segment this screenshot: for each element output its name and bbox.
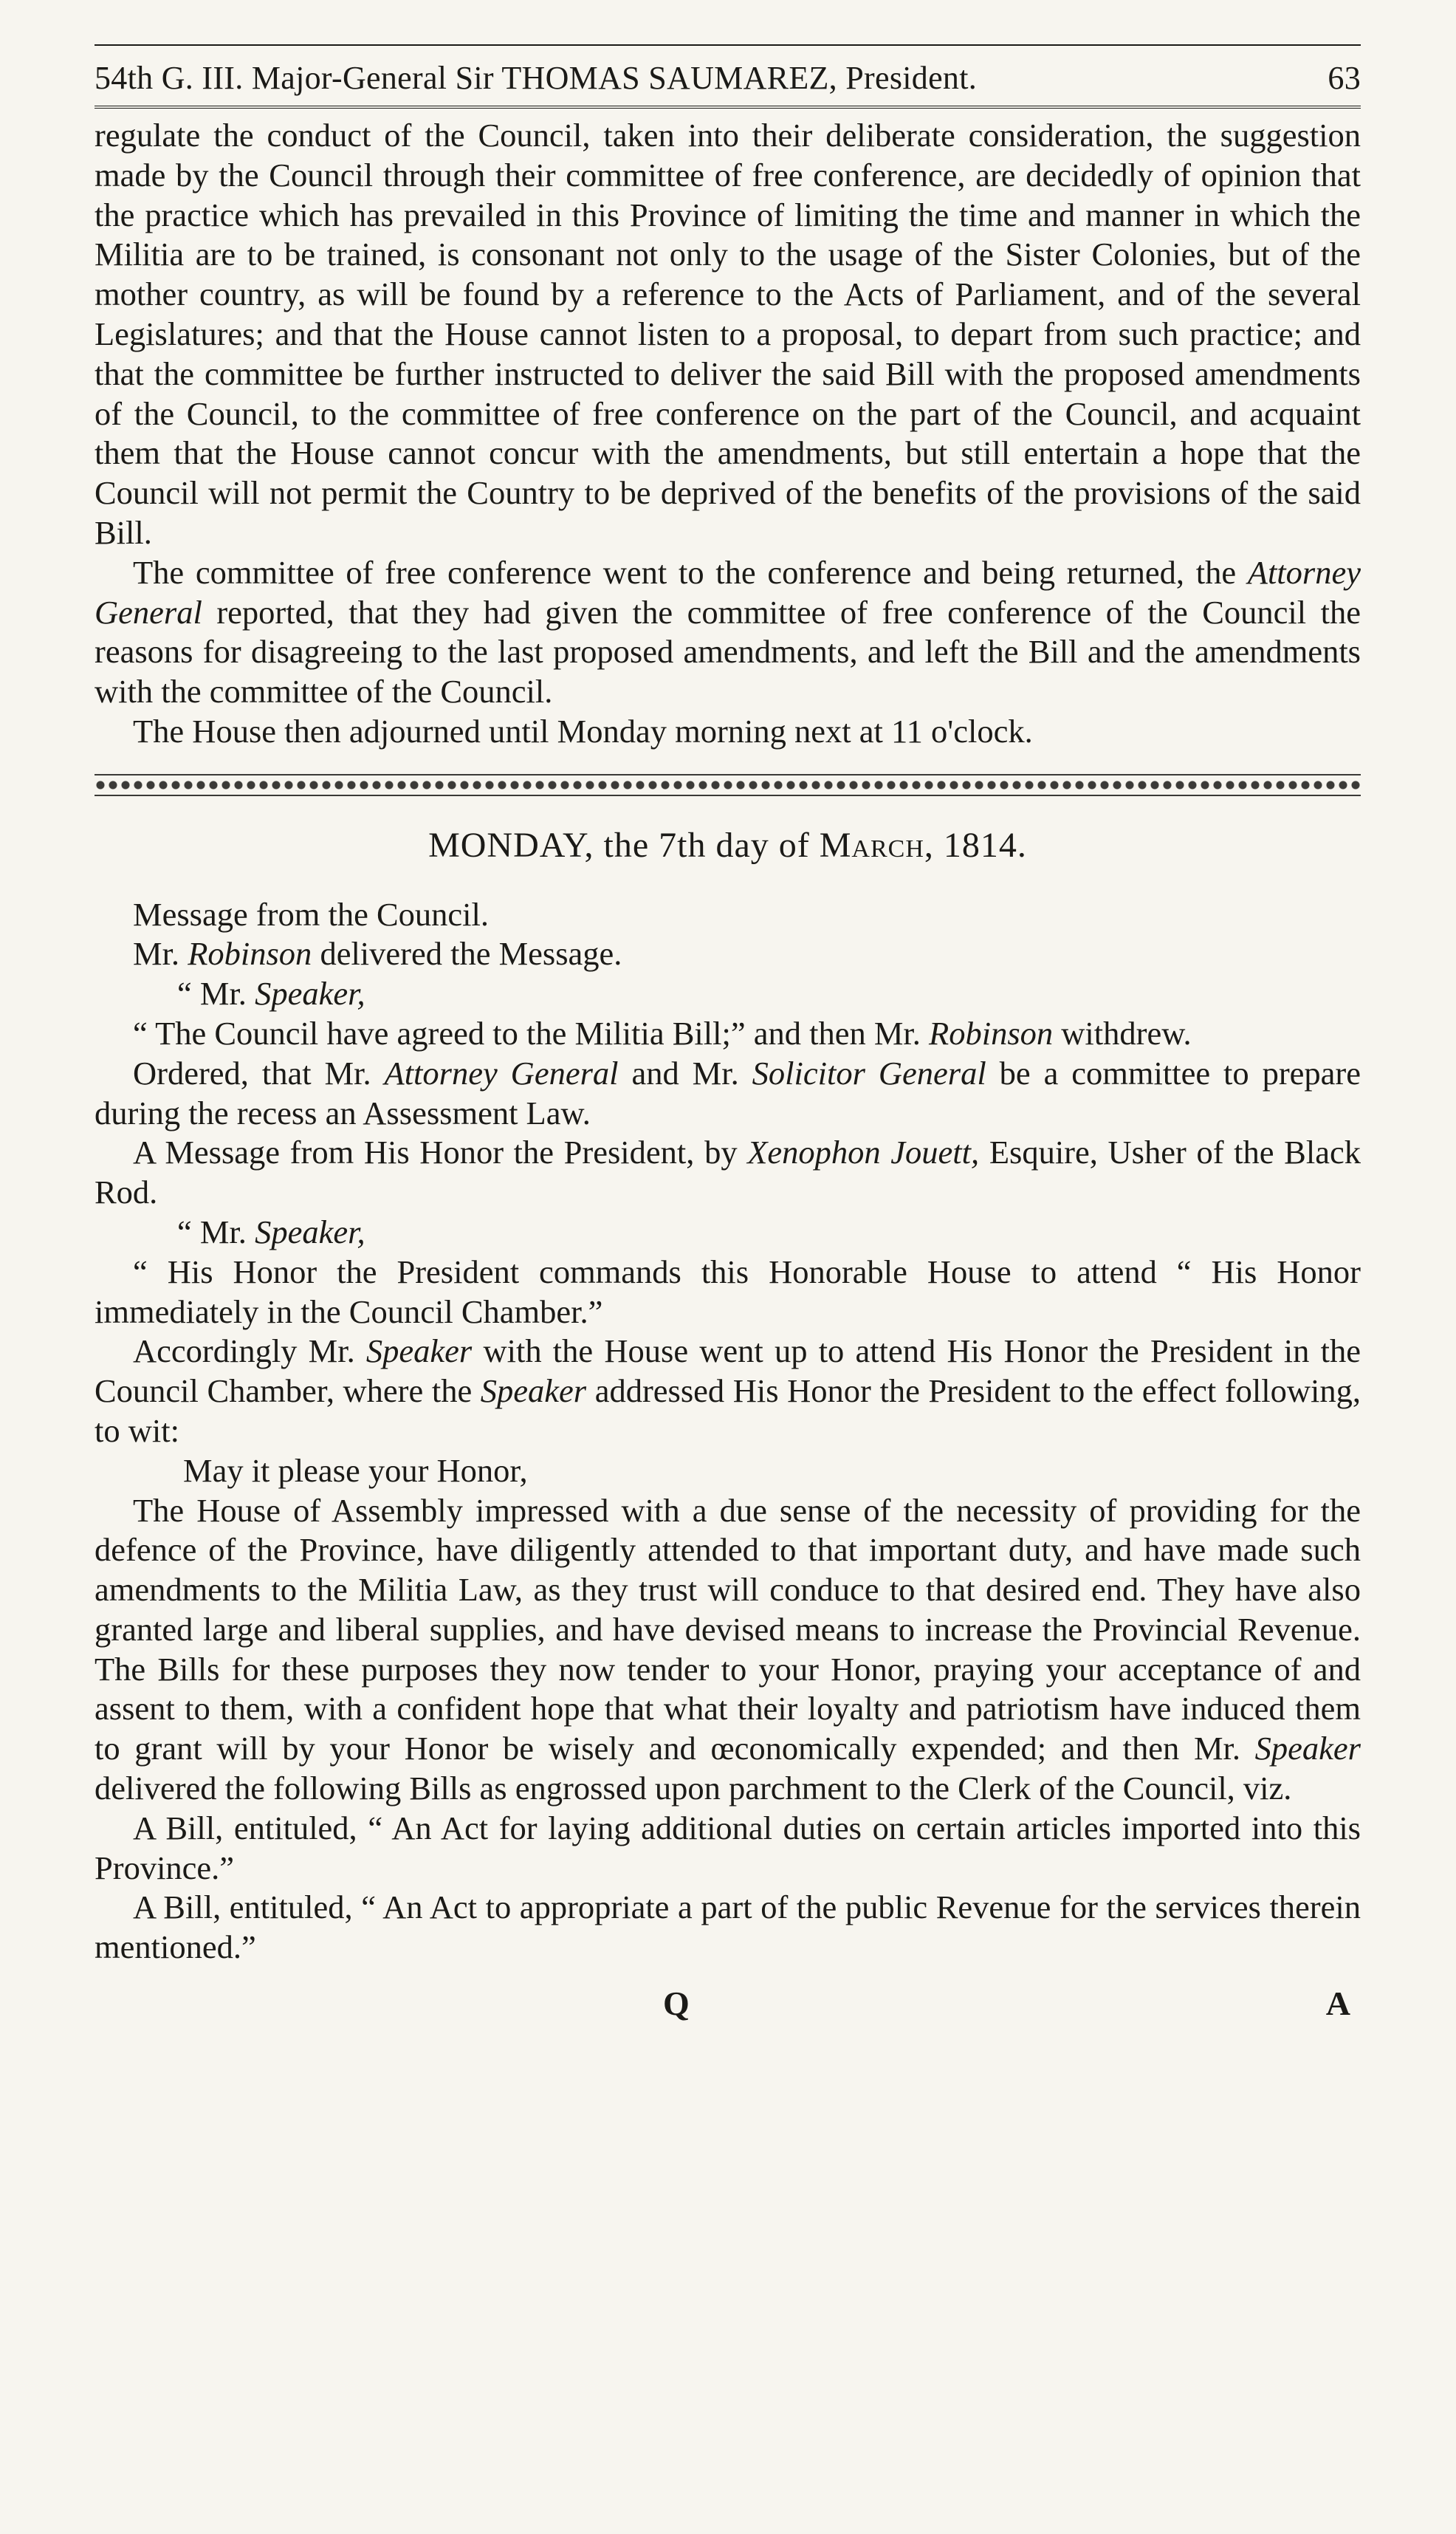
catchword: A [1325, 1985, 1350, 2023]
paragraph: A Bill, entituled, “ An Act for laying additional duties on certain articles imported into this Province.” [95, 1809, 1361, 1886]
paragraph: “ His Honor the President commands this Honorable House to attend “ His Honor immediately in the Council Chamber.” [95, 1253, 1361, 1330]
paragraph: A Bill, entituled, “ An Act to appropriate a part of the public Revenue for the services therein mentioned.” [95, 1888, 1361, 1966]
top-rule [95, 44, 1361, 49]
paragraph: regulate the conduct of the Council, taken into their deliberate consideration, the suggestion made by the Council through their committee of free conference, are decidedly of opinion that the practice which has prevailed in this Province of limiting the time and manner in which the Militia are to be trained, is consonant not only to the usage of the Sister Colonies, but of the mother country, as will be found by a reference to the Acts of Parliament, and of the several Legislatures; and that the House cannot listen to a proposal, to depart from such practice; and that the committee be further instructed to deliver the said Bill with the proposed amendments of the Council, to the committee of free conference on the part of the Council, and acquaint them that the House cannot concur with the amendments, but still entertain a hope that the Council will not permit the Country to be deprived of the benefits of the provisions of the said Bill. [95, 117, 1361, 551]
body-text [95, 116, 1361, 1968]
section-title: MONDAY, the 7th day of March, 1814. [428, 825, 1027, 865]
paragraph: May it please your Honor, [183, 1451, 528, 1489]
ornamental-divider [95, 774, 1361, 796]
paragraph: The committee of free conference went to the conference and being returned, the Attorney General reported, that they had given the committee of free conference of the Council the reasons for disagreeing to the last proposed amendments, and left the Bill and the amendments with the committee of the Council. [95, 553, 1361, 710]
paragraph: Message from the Council. [133, 895, 489, 933]
page-number: 63 [1328, 60, 1361, 96]
paragraph: “ Mr. Speaker, [177, 1213, 365, 1250]
page-footer [95, 1984, 1361, 2023]
running-header [95, 59, 1361, 109]
paragraph: Ordered, that Mr. Attorney General and Mr. Solicitor General be a committee to prepare during the recess an Assessment Law. [95, 1054, 1361, 1131]
paragraph: “ The Council have agreed to the Militia Bill;” and then Mr. Robinson withdrew. [133, 1014, 1192, 1052]
running-title: 54th G. III. Major-General Sir THOMAS SAUMAREZ, President. [95, 60, 978, 96]
paragraph: “ Mr. Speaker, [177, 975, 365, 1013]
signature-mark: Q [663, 1985, 690, 2023]
paragraph: Mr. Robinson delivered the Message. [133, 935, 622, 973]
paragraph: The House then adjourned until Monday morning next at 11 o'clock. [133, 712, 1033, 750]
paragraph: A Message from His Honor the President, by Xenophon Jouett, Esquire, Usher of the Black Rod. [95, 1134, 1361, 1211]
paragraph: Accordingly Mr. Speaker with the House went up to attend His Honor the President in the Council Chamber, where the Speaker addressed His Honor the President to the effect following, to wit: [95, 1332, 1361, 1449]
paragraph: The House of Assembly impressed with a due sense of the necessity of providing for the defence of the Province, have diligently attended to that important duty, and have made such amendments to the Militia Law, as they trust will conduce to that desired end. They have also granted large and liberal supplies, and have devised means to increase the Provincial Revenue. The Bills for these purposes they now tender to your Honor, praying your acceptance of and assent to them, with a confident hope that what their loyalty and patriotism have induced them to grant will by your Honor be wisely and œconomically expended; and then Mr. Speaker delivered the following Bills as engrossed upon parchment to the Clerk of the Council, viz. [95, 1491, 1361, 1807]
document-page [95, 44, 1361, 2511]
